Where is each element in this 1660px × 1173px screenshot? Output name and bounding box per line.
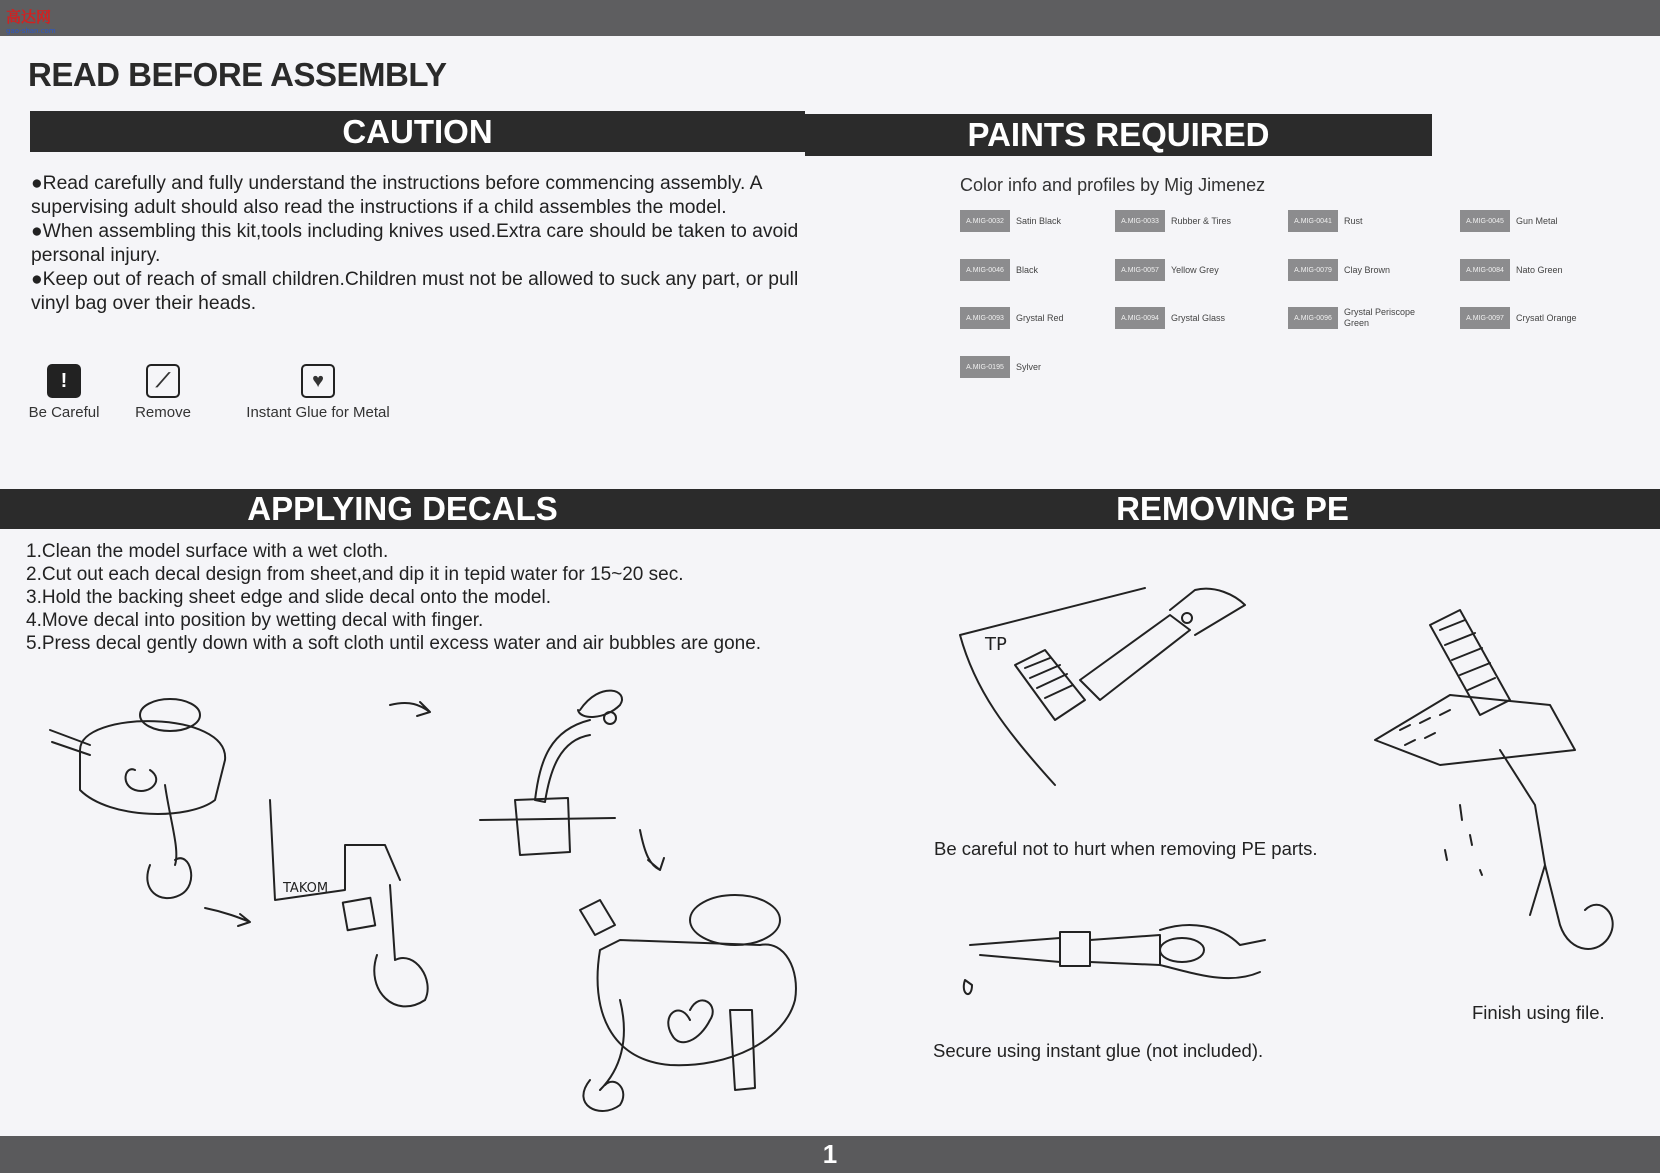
legend-label: Be Careful: [28, 404, 100, 421]
paint-name: Sylver: [1016, 361, 1042, 372]
pe-file-caption: Finish using file.: [1472, 1002, 1605, 1023]
paint-code: A.MIG-0093: [960, 307, 1010, 329]
caution-heading: CAUTION: [342, 112, 493, 150]
tank-decal-illustration: [560, 890, 810, 1125]
paint-item: [1115, 259, 1243, 281]
paint-item: [1115, 307, 1243, 329]
paints-header: [805, 114, 1432, 156]
pe-cut-illustration: [955, 570, 1275, 795]
glue-illustration: [960, 900, 1280, 1035]
paint-item: [960, 210, 1088, 232]
paint-name: Grystal Periscope Green: [1344, 307, 1416, 328]
pe-header: [805, 489, 1660, 529]
legend-label: Remove: [135, 404, 191, 421]
paint-item: [1460, 259, 1588, 281]
legend-instant-glue: [233, 364, 403, 421]
decal-sheet-illustration: [265, 700, 465, 1035]
pe-heading: REMOVING PE: [1116, 490, 1349, 527]
logo-subtext: gao-shan.com: [6, 27, 56, 35]
paint-code: A.MIG-0045: [1460, 210, 1510, 232]
paint-name: Grystal Glass: [1171, 312, 1226, 323]
paint-name: Rubber & Tires: [1171, 215, 1232, 226]
paints-heading: PAINTS REQUIRED: [967, 116, 1270, 153]
legend-be-careful: [28, 364, 100, 421]
caution-paragraph: ●Read carefully and fully understand the instructions before commencing assembly. A supervising adult should also read the instructions if a child assembles the model.: [31, 173, 762, 218]
paint-code: A.MIG-0097: [1460, 307, 1510, 329]
paint-code: A.MIG-0079: [1288, 259, 1338, 281]
paint-list: [960, 210, 1640, 390]
paint-item: [960, 259, 1088, 281]
paint-item: [1115, 210, 1243, 232]
decals-heading: APPLYING DECALS: [247, 490, 558, 527]
svg-text:TAKOM: TAKOM: [283, 881, 329, 896]
paint-code: A.MIG-0057: [1115, 259, 1165, 281]
site-logo: [6, 6, 56, 35]
legend-label: Instant Glue for Metal: [246, 404, 390, 421]
paint-name: Yellow Grey: [1171, 264, 1219, 275]
paint-code: A.MIG-0084: [1460, 259, 1510, 281]
paint-name: Satin Black: [1016, 215, 1062, 226]
paint-code: A.MIG-0096: [1288, 307, 1338, 329]
decal-steps: [26, 540, 761, 655]
paint-name: Clay Brown: [1344, 264, 1391, 275]
turret-wipe-illustration: [40, 690, 240, 915]
pe-remove-caption: Be careful not to hurt when removing PE parts.: [934, 838, 1318, 859]
arrow-icon: [200, 900, 260, 935]
paint-name: Rust: [1344, 215, 1363, 226]
paint-code: A.MIG-0041: [1288, 210, 1338, 232]
paint-item: [1288, 307, 1416, 329]
dip-water-illustration: [470, 680, 670, 875]
paint-code: A.MIG-0094: [1115, 307, 1165, 329]
caution-paragraph: ●When assembling this kit,tools including knives used.Extra care should be taken to avoid personal injury.: [31, 221, 799, 266]
page-number: 1: [822, 1139, 838, 1169]
paint-code: A.MIG-0195: [960, 356, 1010, 378]
decal-step: 1.Clean the model surface with a wet cloth.: [26, 541, 389, 562]
paint-item: [1288, 210, 1416, 232]
paint-name: Black: [1016, 264, 1039, 275]
logo-text: 高达网: [6, 8, 52, 26]
decal-step: 3.Hold the backing sheet edge and slide decal onto the model.: [26, 587, 551, 608]
decals-header: [0, 489, 805, 529]
broken-heart-icon: ♥: [301, 364, 335, 398]
paint-item: [1460, 307, 1588, 329]
paint-item: [1288, 259, 1416, 281]
paint-name: Gun Metal: [1516, 215, 1558, 226]
paint-code: A.MIG-0032: [960, 210, 1010, 232]
legend-icons: [28, 364, 408, 424]
decal-step: 2.Cut out each decal design from sheet,and dip it in tepid water for 15~20 sec.: [26, 564, 684, 585]
svg-text:TP: TP: [985, 634, 1007, 655]
paint-code: A.MIG-0033: [1115, 210, 1165, 232]
decal-step: 4.Move decal into position by wetting decal with finger.: [26, 610, 484, 631]
page-footer: [0, 1136, 1660, 1173]
page-title: READ BEFORE ASSEMBLY: [28, 56, 447, 93]
knife-icon: ⟋: [146, 364, 180, 398]
top-bar: [0, 0, 1660, 36]
legend-remove: [128, 364, 198, 421]
pe-glue-caption: Secure using instant glue (not included).: [933, 1040, 1264, 1061]
paint-item: [1460, 210, 1588, 232]
paint-code: A.MIG-0046: [960, 259, 1010, 281]
caution-paragraph: ●Keep out of reach of small children.Children must not be allowed to suck any part, or pull vinyl bag over their heads.: [31, 269, 799, 314]
exclamation-icon: !: [47, 364, 81, 398]
paint-name: Crysatl Orange: [1516, 312, 1577, 323]
caution-header: [30, 111, 805, 152]
paint-item: [960, 307, 1088, 329]
paints-subtitle: Color info and profiles by Mig Jimenez: [960, 175, 1266, 195]
paint-name: Nato Green: [1516, 264, 1563, 275]
paint-name: Grystal Red: [1016, 312, 1064, 323]
file-illustration: [1370, 605, 1650, 990]
paint-item: [960, 356, 1088, 378]
decal-step: 5.Press decal gently down with a soft cloth until excess water and air bubbles are gone.: [26, 633, 762, 654]
caution-text: [31, 172, 811, 316]
